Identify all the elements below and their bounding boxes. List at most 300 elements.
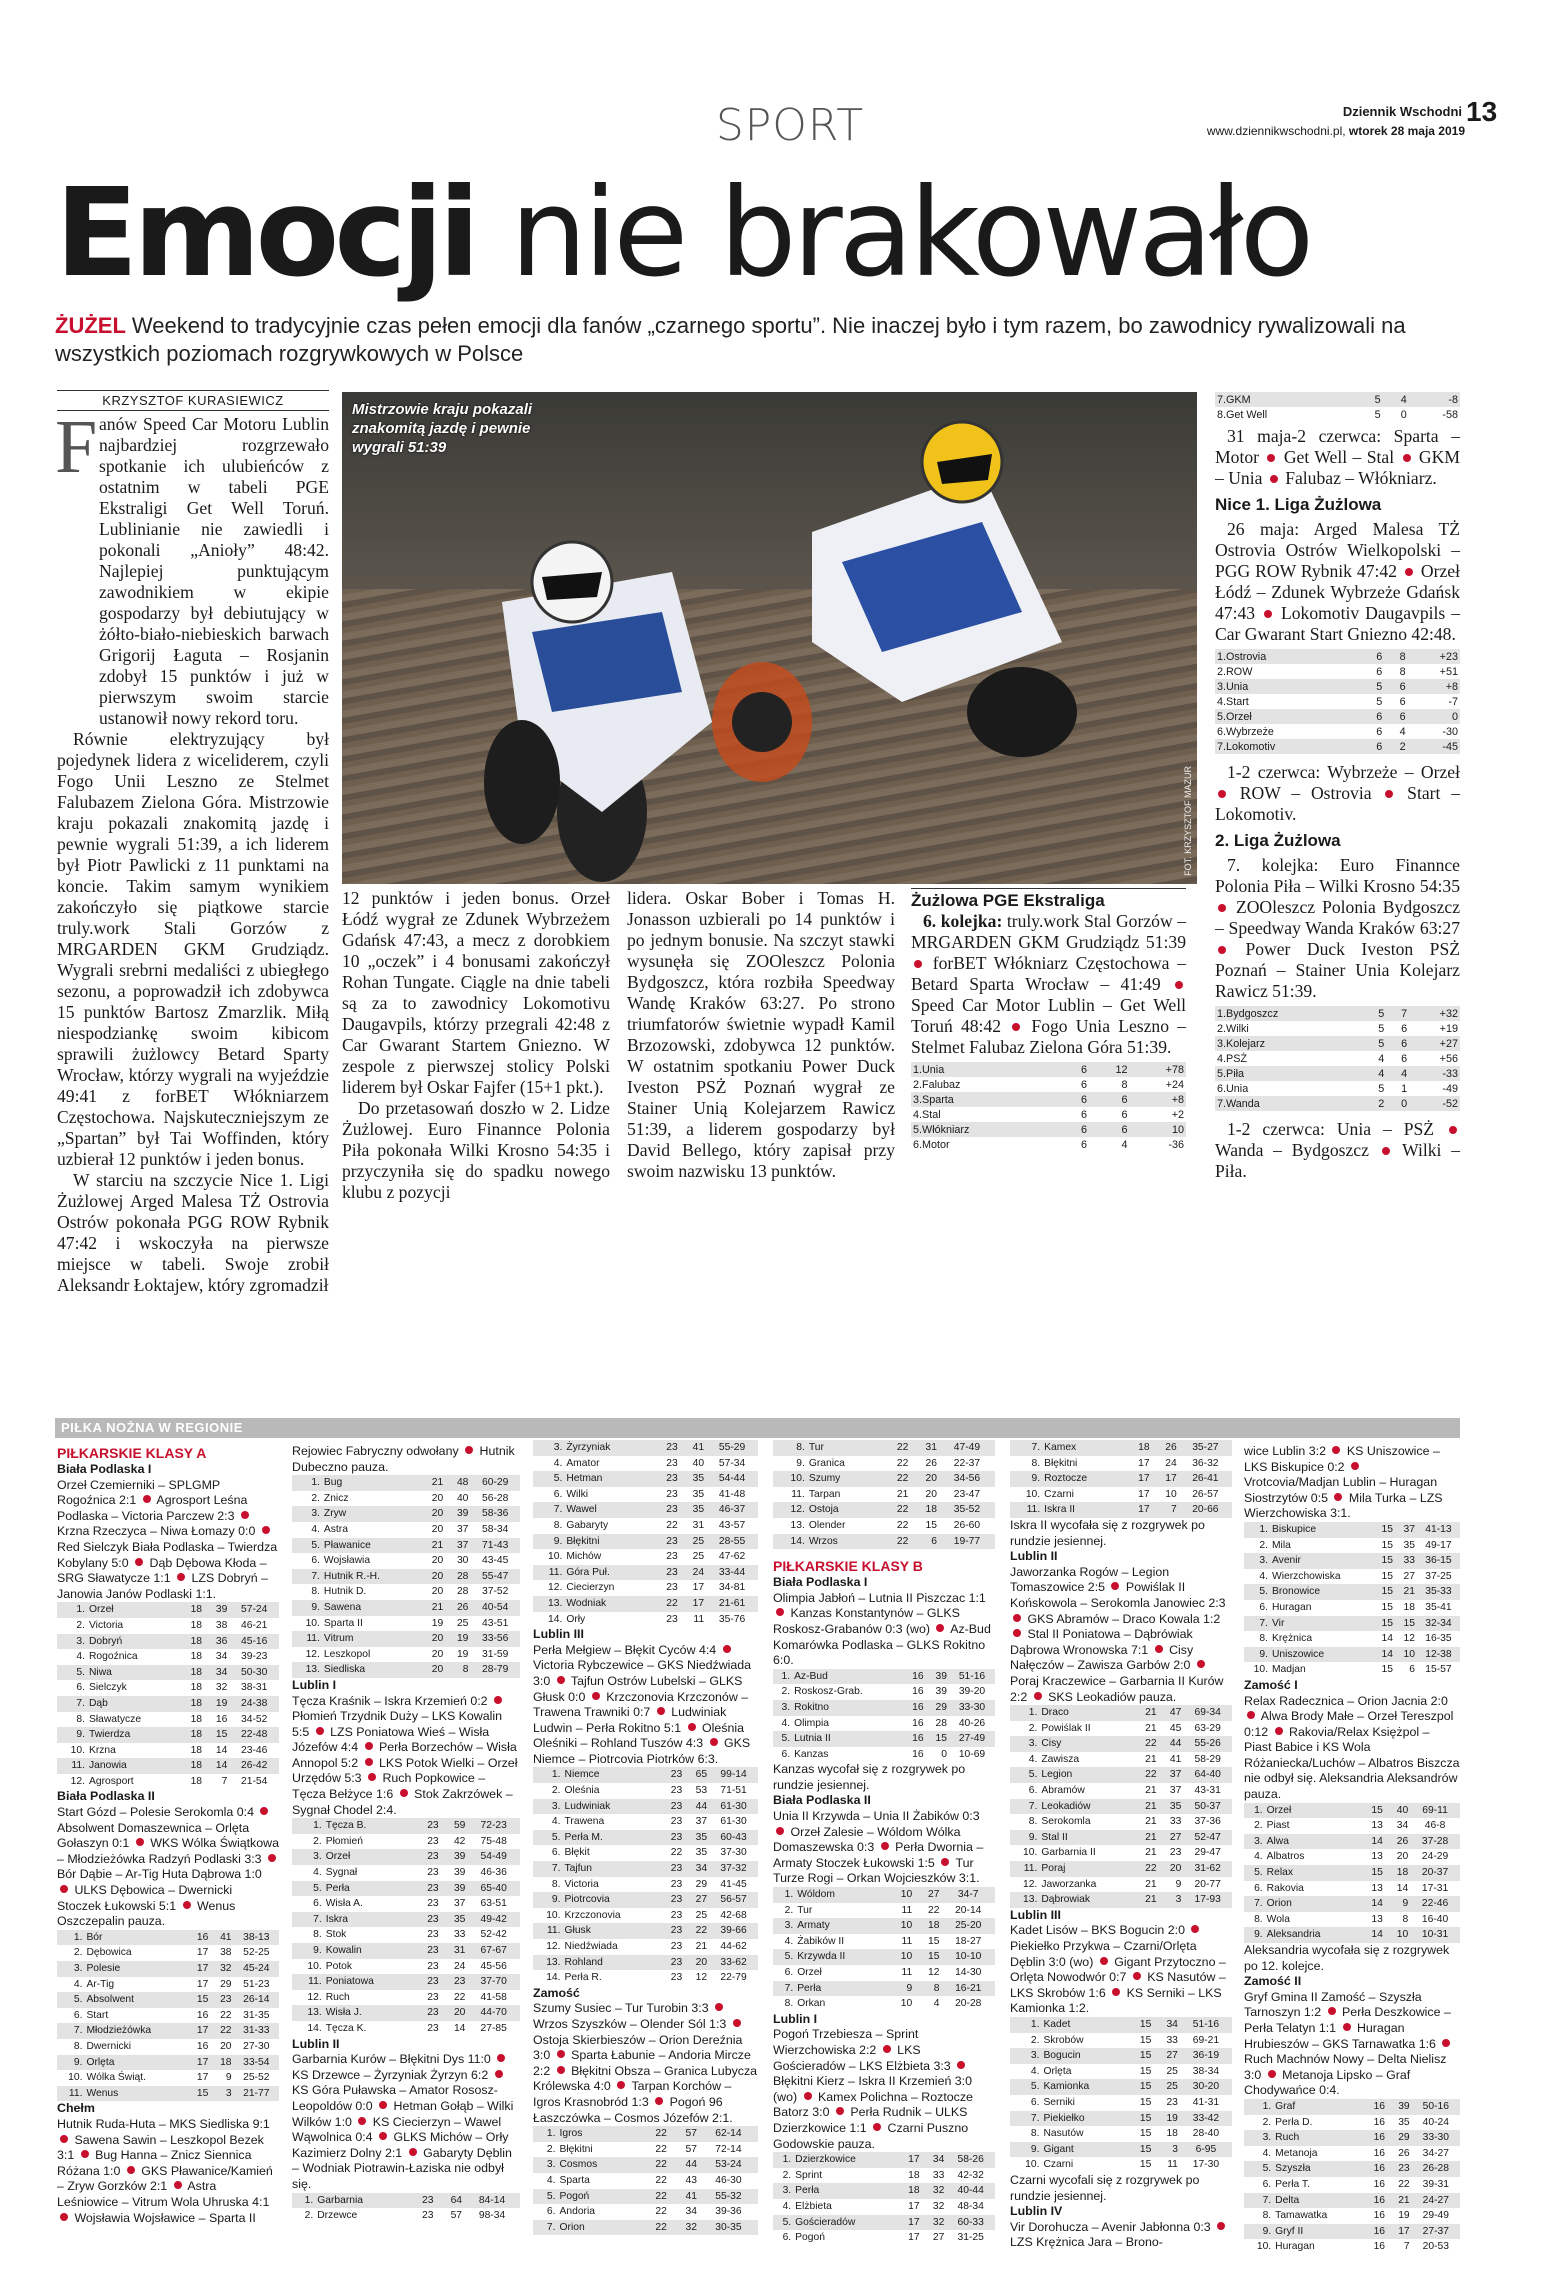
table-cell: 23 [670, 1941, 683, 1952]
table-cell: Madjan [1271, 1664, 1306, 1676]
table-cell: 38-34 [1192, 2065, 1220, 2077]
table-cell: 23 [653, 1471, 679, 1487]
table-cell: 60-33 [946, 2215, 995, 2231]
nice-results: 26 maja: Arged Malesa TŻ Ostrovia Ostrów Wielkopolski – PGG ROW Rybnik 47:42 Orzeł Łódź – Zdunek Wybrzeże Gdańsk 47:43 Lokomotiv Daugavpils – Car Gwarant Start Gniezno 42:48. [1215, 519, 1460, 644]
table-row [57, 1992, 279, 2008]
table-cell: 23 [659, 1923, 684, 1939]
table-cell: +32 [1409, 1006, 1460, 1021]
table-cell: 20 [420, 1569, 445, 1585]
table-row [773, 1534, 995, 1550]
table-cell: 28-79 [470, 1662, 520, 1678]
table-cell: 17-31 [1421, 1882, 1449, 1894]
table-cell: 71-43 [470, 1538, 520, 1554]
football-col-6 [1244, 1444, 1460, 2255]
table-cell: Perła M. [563, 1830, 660, 1846]
table-cell: Kamex [1042, 1440, 1124, 1456]
separator-dot [1217, 2222, 1225, 2230]
table-cell: 10. [546, 1909, 561, 1921]
table-cell: 6 [1089, 1092, 1129, 1107]
table-cell: 22 [639, 2157, 669, 2173]
table-cell: 23 [427, 1960, 439, 1972]
table-cell: 17 [187, 2023, 210, 2039]
separator-dot [804, 2092, 812, 2100]
table-cell: 30-20 [1180, 2079, 1232, 2095]
table-row [1010, 1799, 1232, 1815]
table-cell: Tajfun [563, 1861, 660, 1877]
separator-dot [60, 1885, 68, 1893]
league-heading: PIŁKARSKIE KLASY B [773, 1558, 923, 1575]
table-cell: 52-25 [243, 1947, 270, 1959]
table-cell: 20 [420, 1662, 445, 1678]
table-cell: 5. [1244, 1584, 1270, 1600]
table-row [1244, 1569, 1460, 1585]
table-cell: Wola [1266, 1913, 1290, 1925]
table-cell: 6. [73, 2009, 83, 2021]
table-cell: 31-33 [234, 2023, 279, 2039]
table-cell: 75-48 [480, 1835, 507, 1847]
results-text: Relax Radecznica – Orion Jacnia 2:0 Alwa Brody Małe – Orzeł Tereszpol 0:12 Rakovia/Relax Księżpol – Piast Babice i KS Wola Różaniecka/Luchów – Albatros Biszcza nie odbył się. Aleksandria Aleksandrów pauza. [1244, 1693, 1460, 1802]
table-cell: 1. [533, 2126, 558, 2142]
table-cell: 23 [659, 1799, 684, 1815]
table-row [292, 1491, 520, 1507]
table-row [292, 1522, 520, 1538]
table-cell: 27-85 [480, 2022, 507, 2034]
table-cell: Dobryń [87, 1634, 179, 1650]
table-row [773, 1669, 995, 1685]
table-cell: 41 [669, 2189, 699, 2205]
table-cell: 39 [204, 1602, 229, 1618]
table-cell: 23 [427, 2022, 439, 2034]
table-cell: 7.Wanda [1215, 1096, 1364, 1111]
table-cell: -8 [1409, 392, 1460, 407]
separator-dot [1275, 1727, 1283, 1735]
table-cell: 6. [1028, 1785, 1038, 1797]
table-cell: 21 [420, 1600, 445, 1616]
table-cell: Roztocze [1042, 1471, 1124, 1487]
table-cell: 27 [1403, 1570, 1415, 1582]
separator-dot [557, 2066, 565, 2074]
table-cell: 17 [196, 1947, 209, 1959]
table-cell: 16 [187, 1930, 210, 1946]
table-cell: +2 [1171, 1108, 1184, 1121]
table-cell: 34-81 [718, 1582, 746, 1594]
table-row [773, 1716, 995, 1732]
table-cell: Biskupice [1270, 1522, 1373, 1538]
table-cell: 15 [1381, 1601, 1393, 1613]
table-row [1010, 2079, 1232, 2095]
table-cell: 84-14 [464, 2193, 520, 2209]
table-row [773, 2183, 995, 2199]
table-cell: 5. [292, 1538, 322, 1554]
table-cell: 53 [695, 1785, 708, 1797]
table-cell: Olimpia [794, 1717, 829, 1729]
table-cell: 15 [1139, 2034, 1152, 2046]
table-cell: 21-54 [240, 1775, 268, 1787]
table-row [533, 1845, 758, 1861]
table-cell: Sielczyk [88, 1682, 127, 1694]
table-cell: 17 [196, 1978, 209, 1990]
table-cell: 52-47 [1183, 1830, 1232, 1846]
table-cell: 26 [1152, 1440, 1179, 1456]
table-cell: 40-24 [1422, 2116, 1449, 2128]
table-row [292, 1818, 520, 1834]
separator-dot [1034, 1692, 1042, 1700]
table-row [1010, 1736, 1232, 1752]
separator-dot [81, 2150, 89, 2158]
table-row [1244, 2161, 1460, 2177]
table-row [57, 1680, 279, 1696]
table-cell: 23-47 [953, 1488, 981, 1500]
author: KRZYSZTOF KURASIEWICZ [57, 390, 329, 411]
table-cell: 10. [307, 1960, 322, 1972]
table-cell: 25 [695, 1909, 708, 1921]
table-cell: 31-59 [482, 1648, 509, 1660]
table-cell: 18 [1403, 1601, 1415, 1613]
table-cell: 2. [311, 1492, 320, 1504]
table-cell: 8 [1402, 1913, 1409, 1925]
table-cell: 30 [456, 1555, 469, 1567]
table-row [292, 1896, 520, 1912]
table-cell: Janowia [87, 1758, 179, 1774]
table-cell: Bór [84, 1930, 187, 1946]
table-cell: 99-14 [709, 1767, 758, 1783]
table-cell: Krzna [88, 1744, 116, 1756]
table-row [1215, 709, 1460, 724]
table-cell: 46-30 [715, 2174, 742, 2186]
table-cell: 9. [1010, 2142, 1041, 2158]
table-cell: 44-62 [720, 1941, 747, 1952]
table-cell: 23 [414, 1818, 441, 1834]
table-cell: 15 [1139, 2065, 1152, 2077]
results-text: Orzeł Czemierniki – SPLGMP Rogoźnica 2:1 Agrosport Leśna Podlaska – Victoria Parczew 2:3 Krzna Rzeczyca – Niwa Łomazy 0:0 Red Sielczyk Biała Podlaska – Twierdza Kobylany 5:0 Dąb Dębowa Kłoda – SRG Sławatycze 1:1 LZS Dobryń – Janowia Janów Podlaski 1:1. [57, 1477, 278, 1601]
table-cell: 4. [1030, 2065, 1040, 2077]
table-cell: 20 [1159, 1861, 1184, 1877]
headline-bold: Emocji [55, 162, 476, 304]
table-cell: 11. [292, 1974, 324, 1990]
table-cell: 10. [68, 2072, 83, 2084]
table-cell: 2.ROW [1217, 665, 1253, 678]
table-cell: 33-42 [1180, 2111, 1232, 2127]
table-cell: 26 [1398, 2147, 1410, 2159]
table-cell: Garbarnia [315, 2193, 407, 2209]
separator-dot [936, 1624, 944, 1632]
table-cell: Iskra [324, 1912, 414, 1928]
table-cell: 6. [784, 1967, 794, 1978]
table-cell: Wisła J. [324, 2005, 414, 2021]
table-cell: 17 [908, 2232, 920, 2244]
table-cell: 22 [882, 1440, 911, 1456]
table-cell: Serniki [1043, 2096, 1075, 2108]
table-row [292, 1881, 520, 1897]
table-cell: 0 [1408, 709, 1460, 724]
table-cell: 15 [1359, 1865, 1384, 1881]
table-cell: 2. [1030, 2034, 1040, 2046]
table-row [1010, 2095, 1232, 2111]
table-cell: 2 [1384, 739, 1407, 754]
table-cell: Serokomla [1041, 1816, 1091, 1828]
table-cell: 22 [655, 2206, 667, 2218]
note: Czarni wycofali się z rozgrywek po rundzie jesiennej. [1010, 2172, 1200, 2203]
table-cell: 23 [670, 1972, 683, 1984]
table-row [1244, 1881, 1460, 1897]
table-cell: 17 [1138, 1488, 1150, 1500]
table-cell: 1. [1010, 2017, 1041, 2033]
table-cell: 8 [1399, 665, 1406, 678]
table-cell: 20-28 [955, 1998, 982, 2010]
table-cell: 35 [441, 1912, 468, 1928]
table-cell: Powiślak II [1041, 1722, 1091, 1734]
table-cell: Piotrcovia [563, 1892, 660, 1908]
table-cell: 4. [73, 1978, 83, 1990]
table-cell: 22 [896, 1457, 909, 1469]
photo-caption: Mistrzowie kraju pokazali znakomitą jazdę i pewnie wygrali 51:39 [352, 401, 533, 456]
separator-dot [60, 2135, 68, 2143]
table-cell: Wenus [84, 2086, 187, 2102]
table-row [57, 1961, 279, 1977]
table-cell: 5. [533, 1830, 563, 1846]
table-cell: 69-11 [1410, 1803, 1460, 1819]
table-cell: 31 [910, 1440, 939, 1456]
table-row [57, 1712, 279, 1728]
table-cell: 13. [533, 1955, 563, 1971]
separator-dot [1175, 981, 1183, 989]
table-cell: 28 [445, 1569, 470, 1585]
table-cell: 16 [902, 1700, 925, 1716]
table-cell: 17 [897, 2215, 922, 2231]
table-cell: 9. [1010, 1830, 1039, 1846]
table-cell: 20 [684, 1955, 709, 1971]
table-row [292, 1990, 520, 2006]
table-row [1215, 724, 1460, 739]
table-cell: 16 [215, 1713, 228, 1725]
table-cell: 6.Unia [1217, 1082, 1249, 1095]
table-row [773, 1747, 995, 1763]
table-cell: 2. [1028, 1722, 1038, 1734]
table-cell: 20 [420, 1631, 445, 1647]
table-cell: 55-47 [470, 1569, 520, 1585]
table-row [773, 1518, 995, 1534]
table-cell: Huragan [1271, 1601, 1312, 1613]
table-cell: 7 [1386, 1006, 1409, 1021]
table-cell: 14 [1359, 1834, 1384, 1850]
table-cell: 2. [1259, 1539, 1268, 1551]
table-cell: 6 [1064, 1122, 1089, 1137]
table-cell: Pogoń [558, 2189, 639, 2205]
table-cell: -58 [1442, 408, 1458, 421]
table-row [292, 1538, 520, 1554]
table-cell: Płomień [325, 1835, 363, 1847]
table-cell: 17 [1387, 2224, 1412, 2240]
table-cell: 23 [659, 1767, 684, 1783]
table-cell: 15 [1381, 1539, 1393, 1551]
table-cell: Wisła A. [325, 1898, 363, 1910]
table-cell: 23 [414, 1912, 441, 1928]
table-row [1010, 2064, 1232, 2080]
table-cell: 14 [453, 2022, 466, 2034]
table-cell: 37-30 [720, 1847, 747, 1859]
table-cell: 9. [1244, 2224, 1273, 2240]
table-cell: 7 [221, 1775, 228, 1787]
table-row [292, 2021, 520, 2037]
table-cell: 5. [773, 1949, 795, 1965]
table-cell: 39 [441, 1881, 468, 1897]
table-cell: 63-51 [480, 1898, 507, 1910]
paragraph: Do przetasowań doszło w 2. Lidze Żużlowej. Euro Finannce Polonia Piła pokonała Wilki Krosno 54:35 i przyczyniła się do spadku nowego klubu z pozycji [342, 1098, 610, 1202]
table-cell: -49 [1442, 1082, 1458, 1095]
table-cell: 29 [1387, 2130, 1412, 2146]
separator-dot [941, 1858, 949, 1866]
table-cell: 9. [1010, 1471, 1042, 1487]
table-cell: 14 [1373, 1647, 1395, 1663]
table-row [1244, 1616, 1460, 1632]
table-row [57, 1758, 279, 1774]
table-cell: 8. [76, 1713, 85, 1725]
table-cell: 14-30 [955, 1967, 982, 1978]
table-row [773, 1471, 995, 1487]
table-cell: 10 [887, 1918, 914, 1934]
table-cell: 18 [897, 2183, 922, 2199]
table-cell: 33-44 [706, 1565, 758, 1581]
table-cell: 4. [782, 2200, 792, 2212]
table-cell: 29-47 [1194, 1847, 1221, 1859]
table-row [1010, 1830, 1232, 1846]
table-cell: 3 [210, 2086, 233, 2102]
table-cell: 34-56 [939, 1471, 995, 1487]
table-cell: 37 [1395, 1522, 1417, 1538]
results-text: Tęcza Kraśnik – Iskra Krzemień 0:2 Płomień Trzydnik Duży – LKS Kowalin 5:5 LZS Poniatowa Wieś – Wisła Józefów 4:4 Perła Borzechów – Wisła Annopol 5:2 LKS Potok Wielki – Orzeł Urzędów 5:3 Ruch Popkowice – Tęcza Bełżyce 1:6 Stok Zakrzówek – Sygnał Chodel 2:4. [292, 1693, 518, 1817]
separator-dot [358, 2117, 366, 2125]
separator-dot [497, 2054, 505, 2062]
table-cell: 4. [546, 2174, 556, 2186]
table-cell: 23 [427, 1929, 439, 1941]
table-cell: 18 [1166, 2128, 1178, 2140]
table-row [1215, 739, 1460, 754]
table-cell: 17 [1152, 1471, 1179, 1487]
table-row [533, 1534, 758, 1550]
table-cell: 10 [887, 1887, 914, 1903]
table-cell: 13. [292, 1662, 322, 1678]
table-cell: 20 [420, 1506, 445, 1522]
table-cell: 7 [1403, 2241, 1410, 2253]
table-cell: 11. [791, 1488, 805, 1500]
table-cell: -33 [1409, 1066, 1460, 1081]
table-cell: 43-45 [482, 1555, 509, 1567]
table-cell: 2. [304, 2210, 314, 2222]
results-text: Szumy Susiec – Tur Turobin 3:3 Wrzos Szyszków – Olender Sól 1:3 Ostoja Skierbieszów – Orion Dereźnia 3:0 Sparta Łabunie – Andoria Mircze 2:2 Błękitni Obsza – Granica Lubycza Królewska 4:0 Tarpan Korchów – Igros Krasnobród 1:3 Pogoń 96 Łaszczówka – Cosmos Józefów 2:1. [533, 2001, 758, 2125]
table-cell: Gabaryty [566, 1519, 609, 1531]
table-cell: Trawena [564, 1816, 605, 1828]
table-cell: 22 [655, 2174, 667, 2186]
table-cell: 44 [1159, 1736, 1184, 1752]
table-cell: 12 [695, 1972, 708, 1984]
table-cell: 72-14 [715, 2143, 742, 2155]
table-cell: Absolwent [84, 1992, 187, 2008]
table-row [1010, 2142, 1232, 2158]
standings-table [533, 2126, 758, 2235]
table-cell: 16 [902, 1669, 925, 1685]
table-row [292, 1943, 520, 1959]
results-text: Gryf Gmina II Zamość – Szyszła Tarnoszyn 1:2 Perła Deszkowice – Perła Telatyn 1:1 Huragan Hrubieszów – GKS Tarnawatka 1:6 Ruch Machnów Nowy – Delta Nielisz 3:0 Metanoja Lipsko – Graf Chodywańce 0:4. [1244, 1989, 1451, 2098]
table-cell: Szyszła [1273, 2161, 1362, 2177]
table-cell: 35 [680, 1471, 706, 1487]
table-cell: 14 [204, 1758, 229, 1774]
paper-info: www.dziennikwschodni.pl, wtorek 28 maja 2019 [1206, 124, 1465, 138]
table-cell: 36-19 [1180, 2048, 1232, 2064]
table-cell: 7. [1010, 1799, 1039, 1815]
group-title: Lublin III [533, 1627, 584, 1642]
table-cell: 4. [553, 1457, 563, 1469]
table-cell: 22 [210, 2023, 233, 2039]
standings-table [533, 1440, 758, 1627]
table-cell: 7.Lokomotiv [1215, 739, 1361, 754]
table-cell: 2 [1364, 1096, 1387, 1111]
table-cell: Znicz [323, 1492, 349, 1504]
table-row [1244, 1803, 1460, 1819]
table-cell: 43 [685, 2174, 697, 2186]
table-cell: Victoria [564, 1878, 599, 1890]
table-cell: 5 [1364, 1036, 1387, 1051]
table-cell: Siedliska [322, 1662, 420, 1678]
table-cell: 2. [73, 1947, 83, 1959]
table-row [1215, 649, 1460, 664]
table-cell: 50-30 [229, 1665, 279, 1681]
table-cell: 9 [1175, 1878, 1182, 1890]
table-row [1215, 1021, 1460, 1036]
table-cell: 6. [1262, 2178, 1272, 2190]
table-cell: 42-32 [957, 2169, 984, 2181]
table-row [1215, 664, 1460, 679]
table-cell: 8. [1254, 1913, 1263, 1925]
table-row [533, 1877, 758, 1893]
table-row [1215, 1066, 1460, 1081]
table-cell: 57 [685, 2143, 697, 2155]
headline [55, 158, 1495, 308]
table-cell: 1. [533, 1767, 563, 1783]
table-cell: 41 [1169, 1753, 1182, 1765]
standings-table [1244, 1803, 1460, 1943]
table-cell: 32 [215, 1682, 228, 1694]
table-cell: 39-23 [240, 1651, 268, 1663]
table-cell: 6 [1376, 665, 1383, 678]
table-cell: Perła [795, 1981, 887, 1997]
separator-dot [1218, 904, 1226, 912]
table-cell: 23 [407, 2193, 436, 2209]
separator-dot [1100, 1957, 1108, 1965]
table-cell: 6 [1409, 1664, 1415, 1676]
table-cell: 16 [196, 2040, 209, 2052]
table-cell: 71-51 [720, 1785, 747, 1797]
table-cell: 8 [1121, 1078, 1128, 1091]
results-text: truly.work Stal Gorzów – MRGARDEN GKM Grudziądz 51:39 forBET Włókniarz Częstochowa – Betard Sparta Wrocław – 41:49 Speed Car Motor Lublin – Get Well Toruń 48:42 Fogo Unia Leszno – Stelmet Falubaz Zielona Góra 51:39. [911, 911, 1186, 1057]
table-cell: Ruch [325, 1991, 350, 2003]
table-cell: 27-49 [949, 1731, 995, 1747]
table-row [1010, 1845, 1232, 1861]
table-cell: 10. [1256, 2241, 1272, 2253]
table-cell: 5. [57, 1992, 84, 2008]
separator-dot [1328, 2007, 1336, 2015]
table-cell: 23 [670, 1816, 683, 1828]
table-row [1215, 1036, 1460, 1051]
table-cell: 16 [196, 2009, 209, 2021]
table-cell: 16 [1362, 2130, 1387, 2146]
table-cell: 6. [76, 1682, 85, 1694]
table-cell: 9. [533, 1534, 564, 1550]
table-cell: 15 [1395, 1616, 1417, 1632]
table-cell: 22-37 [953, 1457, 981, 1469]
table-cell: 35 [692, 1488, 705, 1500]
table-cell: 18 [908, 2169, 920, 2181]
table-cell: 58-36 [470, 1506, 520, 1522]
